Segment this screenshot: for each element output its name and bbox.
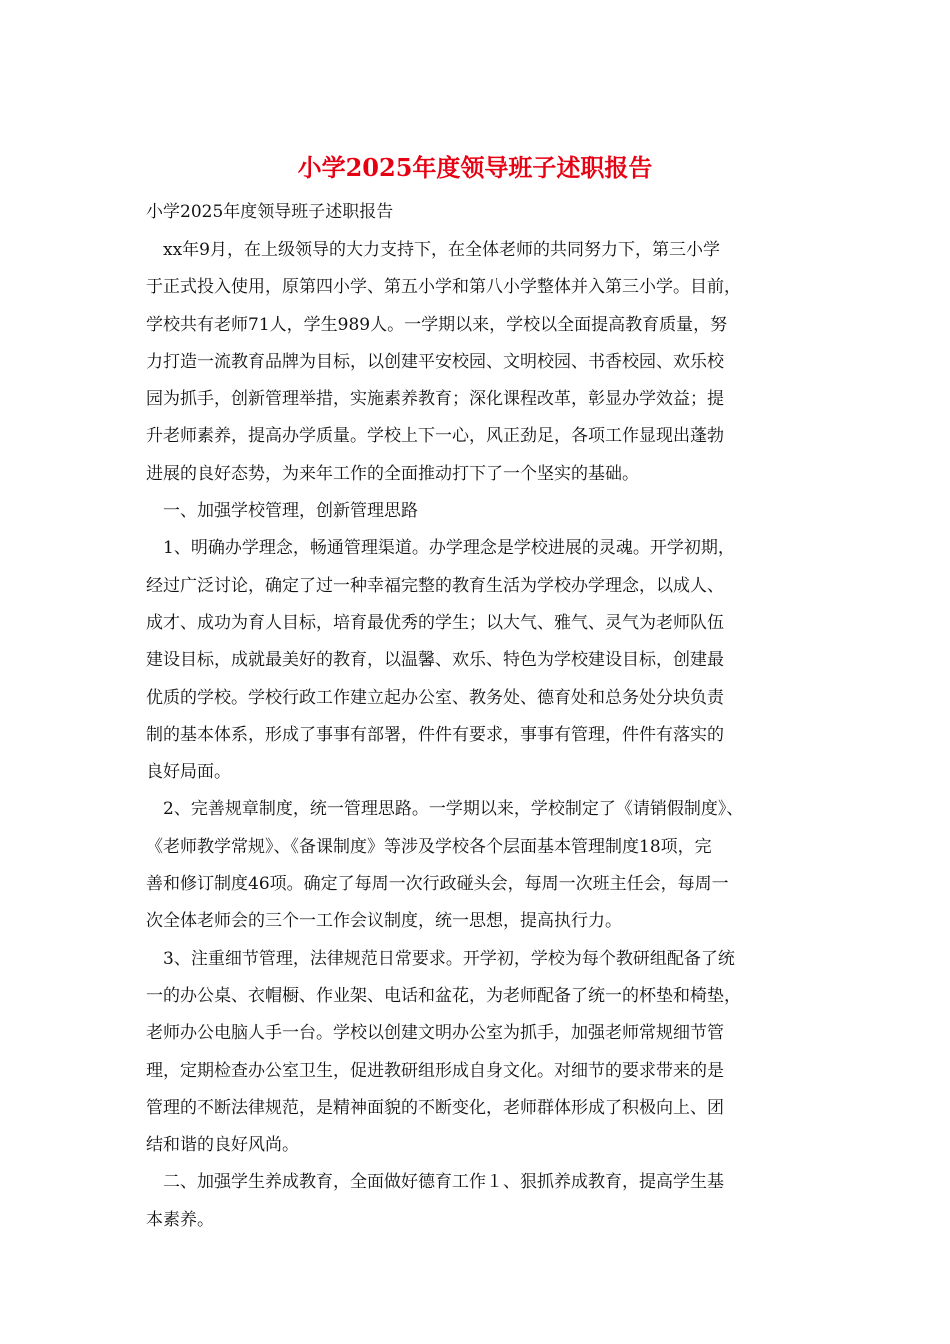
text-line: 老师办公电脑人手一台。学校以创建文明办公室为抓手，加强老师常规细节管 — [146, 1023, 724, 1044]
text-line: 进展的良好态势，为来年工作的全面推动打下了一个坚实的基础。 — [146, 463, 639, 484]
text-line: 2、完善规章制度，统一管理思路。一学期以来，学校制定了《请销假制度》、 — [163, 799, 744, 820]
text-line: 结和谐的良好风尚。 — [146, 1135, 299, 1156]
text-line: 制的基本体系，形成了事事有部署，件件有要求，事事有管理，件件有落实的 — [146, 724, 724, 745]
text-line: 于正式投入使用，原第四小学、第五小学和第八小学整体并入第三小学。目前， — [146, 277, 741, 298]
text-line: 良好局面。 — [146, 762, 231, 783]
text-line: 园为抓手，创新管理举措，实施素养教育；深化课程改革，彰显办学效益；提 — [146, 389, 724, 410]
text-line: 经过广泛讨论，确定了过一种幸福完整的教育生活为学校办学理念，以成人、 — [146, 575, 724, 596]
document-subtitle: 小学2025年度领导班子述职报告 — [146, 202, 394, 222]
text-line: 二、加强学生养成教育，全面做好德育工作１、狠抓养成教育，提高学生基 — [163, 1172, 724, 1193]
text-line: 次全体老师会的三个一工作会议制度，统一思想，提高执行力。 — [146, 911, 622, 932]
text-line: 1、明确办学理念，畅通管理渠道。办学理念是学校进展的灵魂。开学初期， — [163, 538, 735, 559]
text-line: 升老师素养，提高办学质量。学校上下一心，风正劲足，各项工作显现出蓬勃 — [146, 426, 724, 447]
document-body — [146, 232, 812, 1239]
text-line: 本素养。 — [146, 1209, 214, 1230]
text-line: 一、加强学校管理，创新管理思路 — [163, 501, 418, 522]
text-line: 学校共有老师71人，学生989人。一学期以来，学校以全面提高教育质量，努 — [146, 314, 728, 335]
text-line: 成才、成功为育人目标，培育最优秀的学生；以大气、雅气、灵气为老师队伍 — [146, 612, 724, 633]
text-line: 一的办公桌、衣帽橱、作业架、电话和盆花，为老师配备了统一的杯垫和椅垫， — [146, 985, 741, 1006]
text-line: 优质的学校。学校行政工作建立起办公室、教务处、德育处和总务处分块负责 — [146, 687, 724, 708]
text-line: 理，定期检查办公室卫生，促进教研组形成自身文化。对细节的要求带来的是 — [146, 1060, 724, 1081]
text-line: xx年9月，在上级领导的大力支持下，在全体老师的共同努力下，第三小学 — [163, 240, 720, 260]
text-line: 《老师教学常规》、《备课制度》等涉及学校各个层面基本管理制度18项，完 — [146, 836, 712, 857]
document-title: 小学2025年度领导班子述职报告 — [297, 153, 653, 182]
text-line: 管理的不断法律规范，是精神面貌的不断变化，老师群体形成了积极向上、团 — [146, 1097, 724, 1118]
text-line: 3、注重细节管理，法律规范日常要求。开学初，学校为每个教研组配备了统 — [163, 948, 735, 969]
text-line: 建设目标，成就最美好的教育，以温馨、欢乐、特色为学校建设目标，创建最 — [146, 650, 724, 671]
text-line: 力打造一流教育品牌为目标，以创建平安校园、文明校园、书香校园、欢乐校 — [146, 351, 724, 372]
text-line: 善和修订制度46项。确定了每周一次行政碰头会，每周一次班主任会，每周一 — [146, 874, 729, 895]
